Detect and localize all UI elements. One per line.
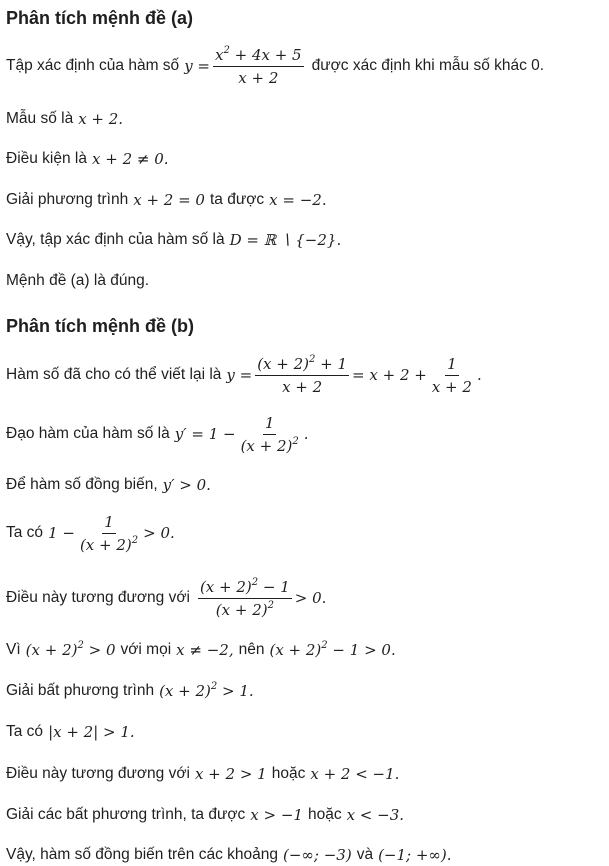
math: . bbox=[303, 425, 309, 443]
denominator: $(x + 2)^2$ bbox=[215, 599, 274, 619]
numerator: 1 bbox=[445, 355, 459, 376]
denominator: x + 2 bbox=[238, 68, 279, 87]
math: $(x + 2)^2 - 1 > 0$. bbox=[269, 640, 396, 659]
text: Ta có bbox=[6, 524, 44, 541]
denominator: x + 2 bbox=[282, 377, 323, 396]
text: Giải phương trình bbox=[6, 191, 129, 208]
text: Mệnh đề (a) là đúng. bbox=[6, 272, 150, 289]
fraction bbox=[255, 355, 349, 396]
line-b-abs bbox=[6, 721, 135, 743]
denominator: $(x + 2)^2$ bbox=[79, 534, 139, 554]
math: y′ = 1 − bbox=[174, 425, 236, 443]
text: Để hàm số đồng biến, bbox=[6, 476, 158, 493]
math-y: y = bbox=[226, 366, 253, 384]
line-b-conclusion bbox=[6, 844, 452, 866]
text: Đạo hàm của hàm số là bbox=[6, 425, 170, 442]
line-b-solutions bbox=[6, 804, 404, 826]
denominator: x + 2 bbox=[431, 377, 472, 396]
fraction bbox=[239, 414, 301, 455]
text: Mẫu số là bbox=[6, 110, 74, 127]
math: |x + 2| > 1. bbox=[48, 723, 135, 741]
text: nên bbox=[238, 641, 265, 658]
text: Vì bbox=[6, 641, 21, 658]
line-b-cases bbox=[6, 763, 399, 785]
numerator: $(x + 2)^2 + 1$ bbox=[255, 355, 349, 376]
math: > 0. bbox=[294, 589, 327, 607]
math: x + 2 ≠ 0. bbox=[92, 150, 169, 168]
fraction bbox=[213, 46, 304, 87]
math: y′ > 0. bbox=[162, 476, 211, 494]
math: x < −3. bbox=[346, 806, 405, 824]
line-b-increasing bbox=[6, 474, 211, 496]
math: = x + 2 + bbox=[352, 366, 427, 384]
line-a-domain-result bbox=[6, 229, 341, 251]
text: Vậy, hàm số đồng biến trên các khoảng bbox=[6, 846, 278, 863]
text: và bbox=[356, 846, 374, 863]
math: x ≠ −2, bbox=[176, 641, 234, 659]
text: với mọi bbox=[120, 641, 172, 658]
math: x + 2 > 1 bbox=[194, 765, 267, 783]
numerator: $x^2 + 4x + 5$ bbox=[213, 46, 304, 67]
line-b-solve-ineq bbox=[6, 680, 254, 702]
math-y: y = bbox=[184, 57, 210, 75]
fraction bbox=[198, 578, 292, 619]
math: $(x + 2)^2 > 0$ bbox=[25, 640, 116, 659]
text: Điều kiện là bbox=[6, 150, 87, 167]
math: x + 2. bbox=[78, 110, 124, 128]
math: x + 2 < −1. bbox=[310, 765, 400, 783]
text: Ta có bbox=[6, 723, 44, 740]
math: (−1; +∞). bbox=[378, 846, 452, 864]
line-a-condition bbox=[6, 148, 169, 170]
text: Điều này tương đương với bbox=[6, 765, 190, 782]
line-b-inequality bbox=[6, 508, 175, 558]
text: Giải các bất phương trình, ta được bbox=[6, 806, 246, 823]
numerator: 1 bbox=[263, 414, 277, 435]
line-a-conclusion bbox=[6, 270, 149, 292]
line-a-solve bbox=[6, 189, 327, 211]
line-b-since bbox=[6, 639, 396, 661]
text: Giải bất phương trình bbox=[6, 682, 155, 699]
math: D = ℝ ∖ {−2}. bbox=[229, 231, 342, 249]
math: (−∞; −3) bbox=[283, 846, 352, 864]
denominator: $(x + 2)^2$ bbox=[240, 435, 299, 455]
math: x > −1 bbox=[250, 806, 303, 824]
math: $(x + 2)^2 > 1$. bbox=[159, 681, 254, 700]
text: được xác định khi mẫu số khác 0. bbox=[311, 57, 545, 74]
line-b-rewrite bbox=[6, 350, 482, 400]
math: . bbox=[476, 366, 482, 384]
text: hoặc bbox=[307, 806, 342, 823]
numerator: 1 bbox=[102, 513, 116, 534]
line-b-equivalent bbox=[6, 572, 326, 624]
line-a-denominator bbox=[6, 108, 123, 130]
line-a-domain bbox=[6, 44, 544, 88]
math: x = −2. bbox=[269, 191, 327, 209]
fraction bbox=[78, 513, 140, 554]
math: > 0. bbox=[143, 524, 175, 542]
math: x + 2 = 0 bbox=[133, 191, 205, 209]
text: Tập xác định của hàm số bbox=[6, 57, 180, 74]
text: hoặc bbox=[271, 765, 306, 782]
text: Vậy, tập xác định của hàm số là bbox=[6, 231, 225, 248]
text: ta được bbox=[209, 191, 265, 208]
text: Hàm số đã cho có thể viết lại là bbox=[6, 366, 222, 383]
text: Điều này tương đương với bbox=[6, 589, 190, 606]
numerator: $(x + 2)^2 - 1$ bbox=[198, 578, 292, 599]
heading-section-a: Phân tích mệnh đề (a) bbox=[6, 7, 194, 28]
fraction bbox=[430, 355, 474, 396]
math: 1 − bbox=[48, 524, 75, 542]
line-b-derivative bbox=[6, 410, 309, 458]
heading-section-b: Phân tích mệnh đề (b) bbox=[6, 315, 195, 336]
